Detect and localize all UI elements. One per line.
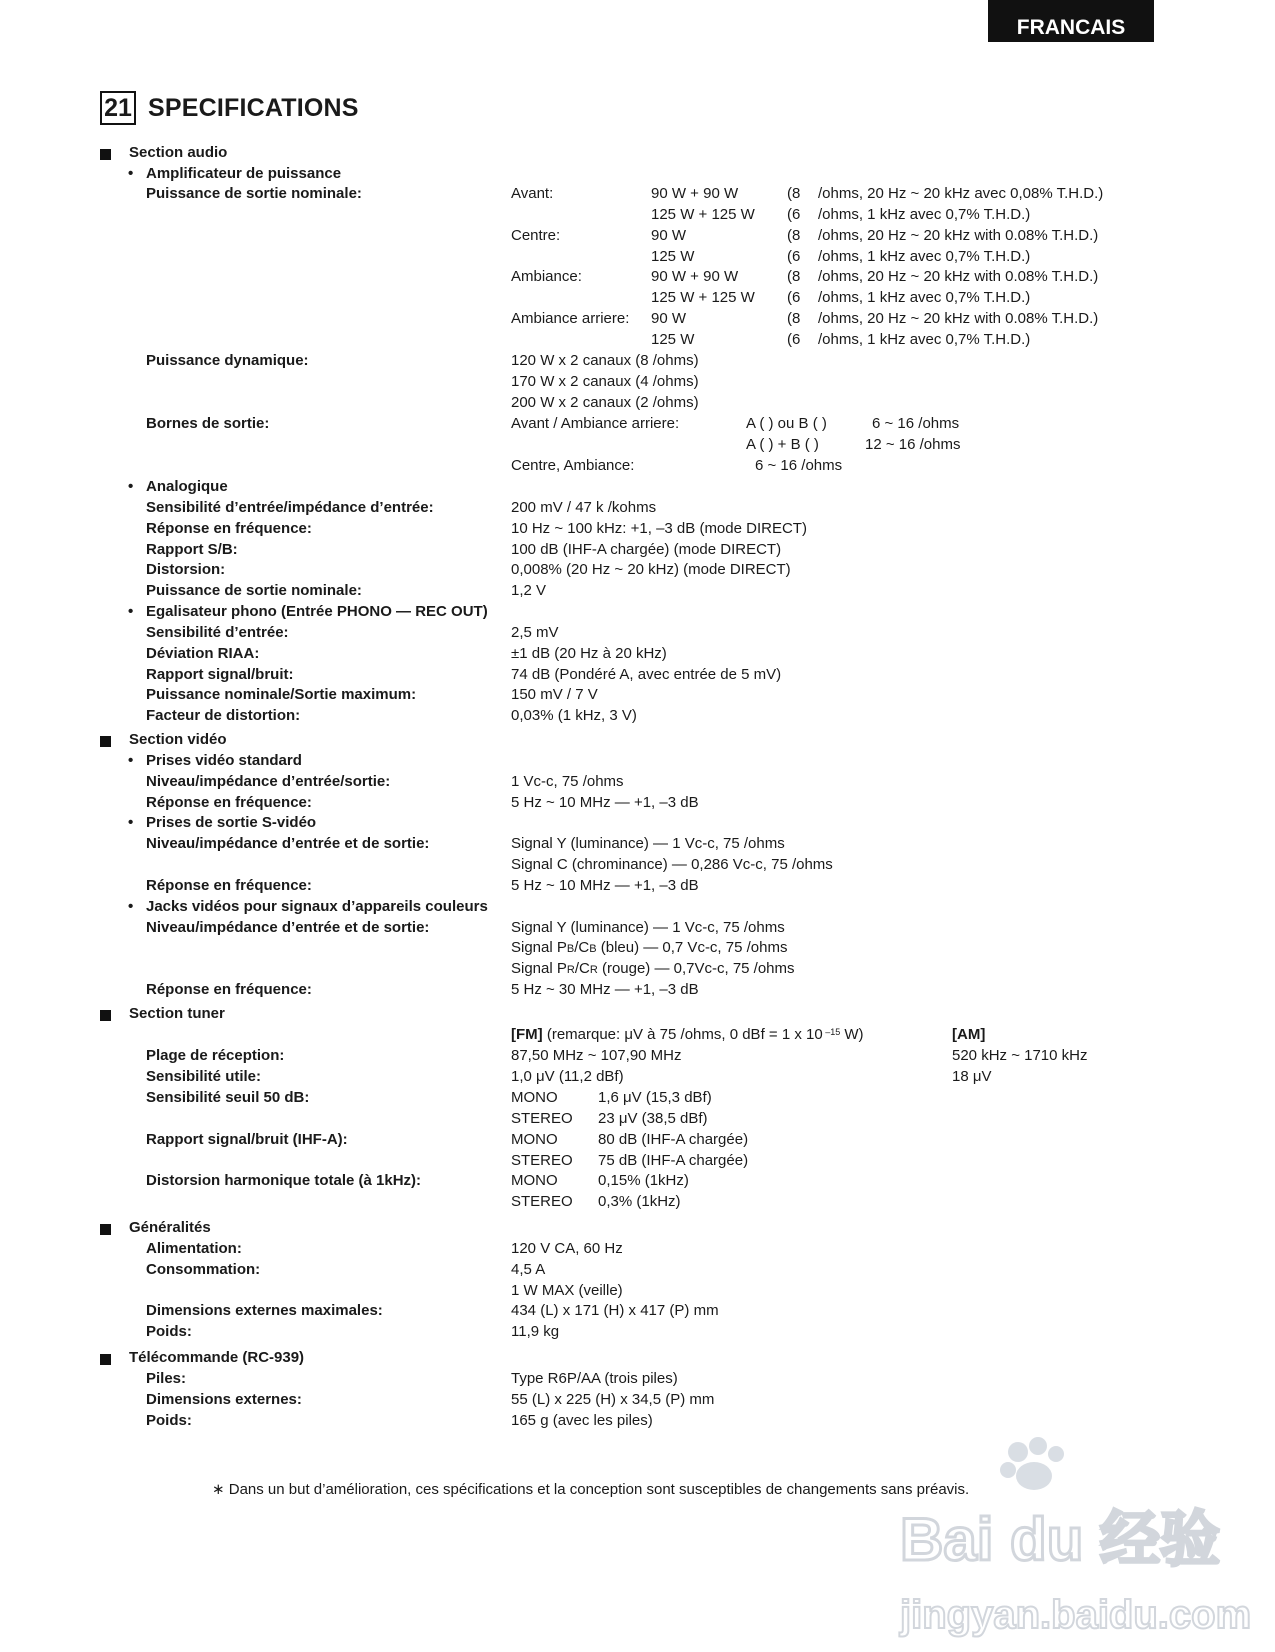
mode-cell: STEREO	[511, 1152, 573, 1169]
spec-value: 75 dB (IHF-A chargée)	[598, 1152, 749, 1169]
spec-label: Rapport signal/bruit (IHF-A):	[146, 1131, 348, 1148]
spec-value: Signal Y (luminance) — 1 Vc-c, 75 /ohms	[511, 835, 785, 852]
spec-value: 74 dB (Pondéré A, avec entrée de 5 mV)	[511, 666, 782, 683]
amp-cell: (8	[787, 310, 801, 327]
svideo-title: Prises de sortie S-vidéo	[146, 814, 317, 831]
spec-label: Rapport S/B:	[146, 541, 238, 558]
amp-cell: /ohms, 1 kHz avec 0,7% T.H.D.)	[818, 248, 1031, 265]
terminals-cell: 6 ~ 16 /ohms	[755, 457, 843, 474]
spec-label: Réponse en fréquence:	[146, 794, 312, 811]
spec-value: 23 μV (38,5 dBf)	[598, 1110, 708, 1127]
spec-value: 2,5 mV	[511, 624, 559, 641]
spec-label: Facteur de distortion:	[146, 707, 301, 724]
footnote: ∗ Dans un but d’amélioration, ces spécifications et la conception sont susceptibles de changements sans préavis.	[212, 1481, 970, 1498]
amp-title: Amplificateur de puissance	[146, 165, 342, 182]
spec-value: 18 μV	[952, 1068, 992, 1085]
nominal-power-label: Puissance de sortie nominale:	[146, 185, 362, 202]
spec-value: 0,03% (1 kHz, 3 V)	[511, 707, 637, 724]
spec-label: Réponse en fréquence:	[146, 877, 312, 894]
spec-value: 11,9 kg	[511, 1323, 560, 1340]
phono-title: Egalisateur phono (Entrée PHONO — REC OUT)	[146, 603, 488, 620]
spec-value: Type R6P/AA (trois piles)	[511, 1370, 678, 1387]
section-square-icon	[100, 1010, 111, 1021]
tuner-section-title: Section tuner	[129, 1005, 225, 1022]
spec-value: 55 (L) x 225 (H) x 34,5 (P) mm	[511, 1391, 715, 1408]
amp-cell: 90 W	[651, 310, 687, 327]
amp-cell: /ohms, 20 Hz ~ 20 kHz avec 0,08% T.H.D.)	[818, 185, 1104, 202]
spec-label: Dimensions externes:	[146, 1391, 302, 1408]
spec-label: Poids:	[146, 1412, 192, 1429]
dynamic-power-value: 170 W x 2 canaux (4 /ohms)	[511, 373, 699, 390]
amp-cell: Avant:	[511, 185, 554, 202]
remote-section-title: Télécommande (RC-939)	[129, 1349, 305, 1366]
spec-label: Distorsion harmonique totale (à 1kHz):	[146, 1172, 422, 1189]
dynamic-power-value: 200 W x 2 canaux (2 /ohms)	[511, 394, 699, 411]
spec-label: Poids:	[146, 1323, 192, 1340]
spec-value: 4,5 A	[511, 1261, 546, 1278]
spec-value: 5 Hz ~ 10 MHz — +1, –3 dB	[511, 794, 699, 811]
spec-label: Puissance de sortie nominale:	[146, 582, 362, 599]
bullet-icon: •	[128, 752, 134, 769]
spec-value: 5 Hz ~ 30 MHz — +1, –3 dB	[511, 981, 699, 998]
spec-value: 1 Vc-c, 75 /ohms	[511, 773, 624, 790]
amp-cell: (6	[787, 289, 801, 306]
dynamic-power-label: Puissance dynamique:	[146, 352, 309, 369]
bullet-icon: •	[128, 814, 134, 831]
spec-label: Rapport signal/bruit:	[146, 666, 294, 683]
section-number: 21	[100, 91, 136, 125]
spec-label: Niveau/impédance d’entrée et de sortie:	[146, 919, 430, 936]
watermark-brand: Bai du 经验	[900, 1506, 1221, 1573]
component-title: Jacks vidéos pour signaux d’appareils couleurs	[146, 898, 488, 915]
spec-value: Signal Y (luminance) — 1 Vc-c, 75 /ohms	[511, 919, 785, 936]
spec-value: 87,50 MHz ~ 107,90 MHz	[511, 1047, 682, 1064]
amp-cell: (6	[787, 331, 801, 348]
terminals-cell: Centre, Ambiance:	[511, 457, 635, 474]
amp-cell: (8	[787, 268, 801, 285]
terminals-cell: 12 ~ 16 /ohms	[865, 436, 961, 453]
spec-value: ±1 dB (20 Hz à 20 kHz)	[511, 645, 667, 662]
language-tab: FRANCAIS	[988, 0, 1154, 42]
spec-label: Sensibilité utile:	[146, 1068, 262, 1085]
spec-value: 1,6 μV (15,3 dBf)	[598, 1089, 712, 1106]
spec-value: 165 g (avec les piles)	[511, 1412, 653, 1429]
spec-label: Déviation RIAA:	[146, 645, 260, 662]
amp-cell: 125 W	[651, 331, 695, 348]
spec-label: Puissance nominale/Sortie maximum:	[146, 686, 417, 703]
amp-cell: Centre:	[511, 227, 561, 244]
am-header: [AM]	[952, 1026, 986, 1043]
spec-value: 1,0 μV (11,2 dBf)	[511, 1068, 624, 1085]
fm-header: [FM] (remarque: μV à 75 /ohms, 0 dBf = 1 x 10 $^{-15}$ W)	[511, 1026, 864, 1043]
spec-value: 520 kHz ~ 1710 kHz	[952, 1047, 1088, 1064]
spec-value: 120 V CA, 60 Hz	[511, 1240, 623, 1257]
amp-cell: /ohms, 20 Hz ~ 20 kHz with 0.08% T.H.D.)	[818, 268, 1099, 285]
spec-value: 1,2 V	[511, 582, 547, 599]
spec-label: Dimensions externes maximales:	[146, 1302, 383, 1319]
mode-cell: STEREO	[511, 1193, 573, 1210]
spec-value: 0,15% (1kHz)	[598, 1172, 689, 1189]
amp-cell: Ambiance:	[511, 268, 582, 285]
spec-label: Sensibilité seuil 50 dB:	[146, 1089, 310, 1106]
watermark-url: jingyan.baidu.com	[900, 1593, 1252, 1637]
amp-cell: /ohms, 20 Hz ~ 20 kHz with 0.08% T.H.D.)	[818, 310, 1099, 327]
page-title: SPECIFICATIONS	[148, 93, 359, 122]
spec-value: 150 mV / 7 V	[511, 686, 598, 703]
amp-cell: (8	[787, 185, 801, 202]
video-section-title: Section vidéo	[129, 731, 227, 748]
amp-cell: /ohms, 1 kHz avec 0,7% T.H.D.)	[818, 331, 1031, 348]
amp-cell: (8	[787, 227, 801, 244]
amp-cell: /ohms, 20 Hz ~ 20 kHz with 0.08% T.H.D.)	[818, 227, 1099, 244]
spec-value: 100 dB (IHF-A chargée) (mode DIRECT)	[511, 541, 782, 558]
spec-label: Réponse en fréquence:	[146, 981, 312, 998]
spec-label: Sensibilité d’entrée/impédance d’entrée:	[146, 499, 434, 516]
spec-label: Niveau/impédance d’entrée et de sortie:	[146, 835, 430, 852]
spec-label: Consommation:	[146, 1261, 261, 1278]
section-square-icon	[100, 1354, 111, 1365]
amp-cell: 90 W + 90 W	[651, 268, 739, 285]
spec-value: 0,008% (20 Hz ~ 20 kHz) (mode DIRECT)	[511, 561, 791, 578]
terminals-cell: A ( ) + B ( )	[746, 436, 819, 453]
amp-cell: Ambiance arriere:	[511, 310, 630, 327]
spec-value: Signal C (chrominance) — 0,286 Vc-c, 75 /ohms	[511, 856, 833, 873]
terminals-cell: 6 ~ 16 /ohms	[872, 415, 960, 432]
dynamic-power-value: 120 W x 2 canaux (8 /ohms)	[511, 352, 699, 369]
amp-cell: (6	[787, 206, 801, 223]
std-video-title: Prises vidéo standard	[146, 752, 302, 769]
mode-cell: MONO	[511, 1131, 558, 1148]
spec-label: Piles:	[146, 1370, 187, 1387]
mode-cell: MONO	[511, 1172, 558, 1189]
section-square-icon	[100, 1224, 111, 1235]
amp-cell: /ohms, 1 kHz avec 0,7% T.H.D.)	[818, 206, 1031, 223]
spec-label: Alimentation:	[146, 1240, 242, 1257]
spec-value: Signal PR/CR (rouge) — 0,7Vc-c, 75 /ohms	[511, 960, 795, 977]
section-square-icon	[100, 736, 111, 747]
spec-value: 434 (L) x 171 (H) x 417 (P) mm	[511, 1302, 719, 1319]
spec-value: 0,3% (1kHz)	[598, 1193, 681, 1210]
bullet-icon: •	[128, 478, 134, 495]
audio-section-title: Section audio	[129, 144, 228, 161]
spec-value: Signal PB/CB (bleu) — 0,7 Vc-c, 75 /ohms	[511, 939, 788, 956]
section-heading	[100, 91, 359, 125]
amp-cell: 90 W	[651, 227, 687, 244]
spec-value: 80 dB (IHF-A chargée)	[598, 1131, 749, 1148]
bullet-icon: •	[128, 898, 134, 915]
amp-cell: /ohms, 1 kHz avec 0,7% T.H.D.)	[818, 289, 1031, 306]
spec-value: 200 mV / 47 k /kohms	[511, 499, 657, 516]
spec-label: Distorsion:	[146, 561, 226, 578]
spec-label: Réponse en fréquence:	[146, 520, 312, 537]
amp-cell: 125 W + 125 W	[651, 289, 755, 306]
general-section-title: Généralités	[129, 1219, 211, 1236]
terminals-cell: Avant / Ambiance arriere:	[511, 415, 680, 432]
spec-value: 5 Hz ~ 10 MHz — +1, –3 dB	[511, 877, 699, 894]
amp-cell: 125 W + 125 W	[651, 206, 755, 223]
spec-label: Niveau/impédance d’entrée/sortie:	[146, 773, 391, 790]
spec-label: Plage de réception:	[146, 1047, 285, 1064]
mode-cell: MONO	[511, 1089, 558, 1106]
analog-title: Analogique	[146, 478, 228, 495]
spec-value: 10 Hz ~ 100 kHz: +1, –3 dB (mode DIRECT)	[511, 520, 807, 537]
amp-cell: 90 W + 90 W	[651, 185, 739, 202]
terminals-cell: A ( ) ou B ( )	[746, 415, 827, 432]
output-terminals-label: Bornes de sortie:	[146, 415, 270, 432]
spec-label: Sensibilité d’entrée:	[146, 624, 289, 641]
spec-value: 1 W MAX (veille)	[511, 1282, 623, 1299]
bullet-icon: •	[128, 603, 134, 620]
amp-cell: 125 W	[651, 248, 695, 265]
watermark-logo	[900, 1440, 1252, 1640]
bullet-icon: •	[128, 165, 134, 182]
mode-cell: STEREO	[511, 1110, 573, 1127]
amp-cell: (6	[787, 248, 801, 265]
section-square-icon	[100, 149, 111, 160]
